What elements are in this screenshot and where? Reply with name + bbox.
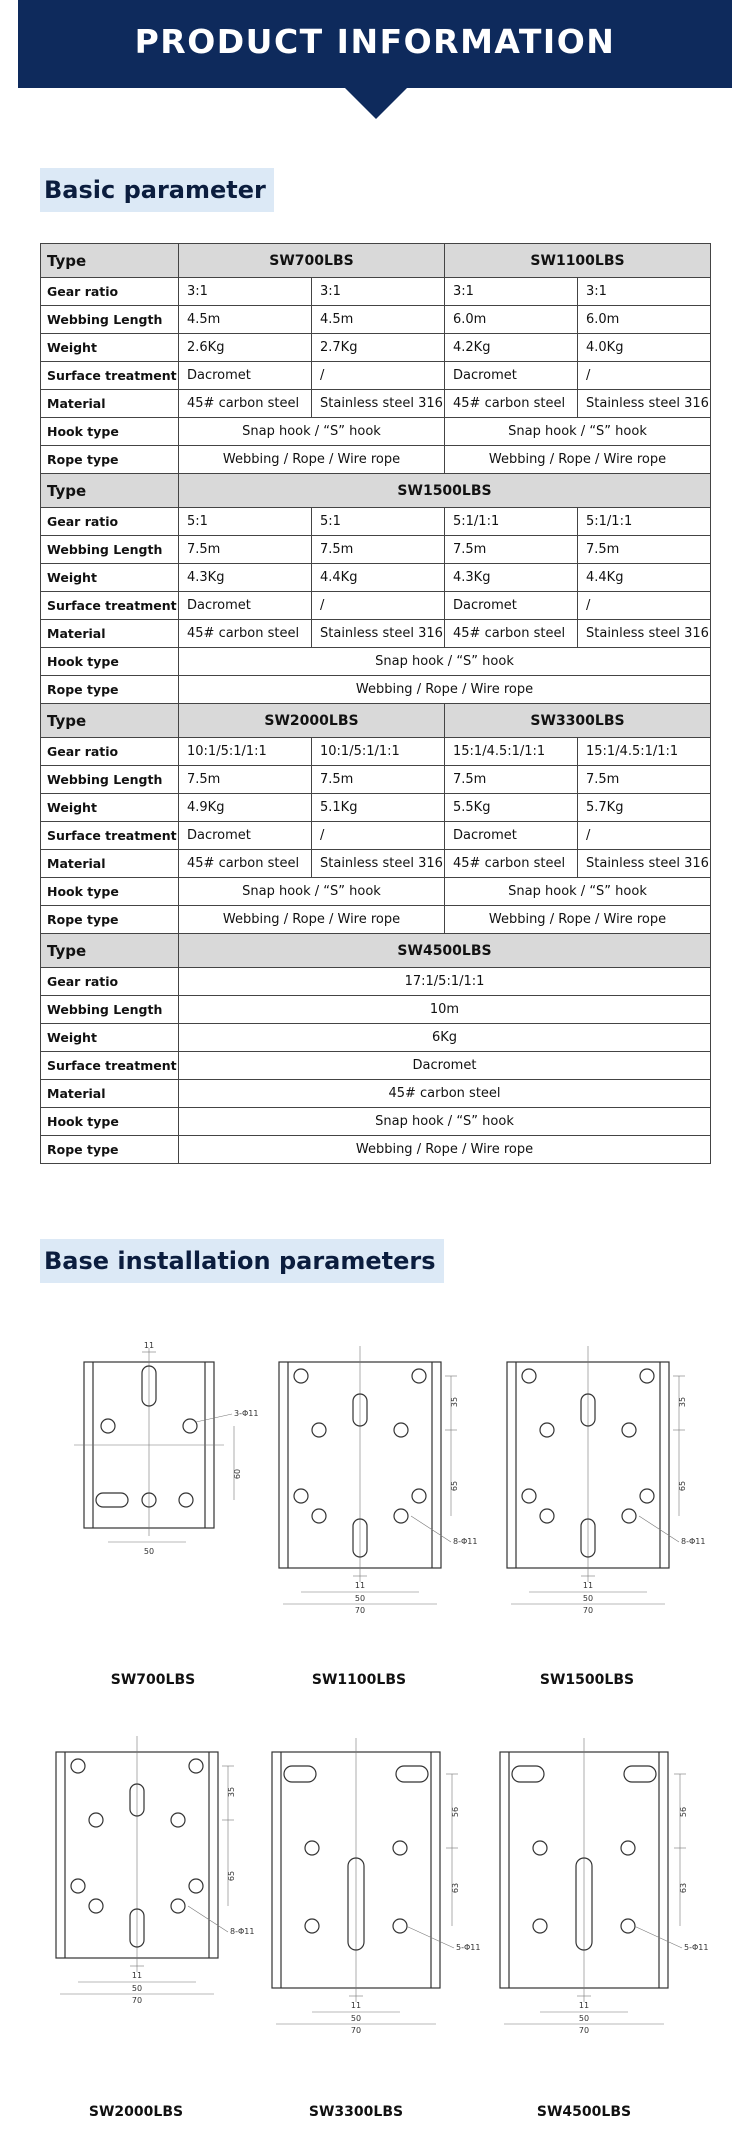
table-row	[41, 536, 711, 564]
table-cell: 4.4Kg	[578, 564, 711, 592]
table-cell: /	[312, 822, 445, 850]
mounting-hole	[305, 1841, 319, 1855]
table-row	[41, 738, 711, 766]
table-cell: 6.0m	[445, 306, 578, 334]
table-cell: /	[578, 822, 711, 850]
table-cell: 6.0m	[578, 306, 711, 334]
table-cell: Dacromet	[179, 1052, 711, 1080]
dimension-label: 5-Φ11	[684, 1943, 709, 1952]
dimension-label: 65	[678, 1480, 687, 1492]
installation-drawings	[0, 1300, 750, 2156]
drawing-line	[634, 1926, 682, 1948]
table-cell: 6Kg	[179, 1024, 711, 1052]
table-cell: Webbing / Rope / Wire rope	[445, 906, 711, 934]
table-cell: 45# carbon steel	[445, 850, 578, 878]
table-row	[41, 906, 711, 934]
row-label: Weight	[41, 1024, 179, 1052]
row-label: Webbing Length	[41, 996, 179, 1024]
mounting-hole	[533, 1919, 547, 1933]
dimension-label: 8-Φ11	[230, 1927, 255, 1936]
table-row	[41, 620, 711, 648]
table-cell: Snap hook / “S” hook	[179, 418, 445, 446]
row-label: Rope type	[41, 1136, 179, 1164]
table-cell: /	[312, 592, 445, 620]
mounting-hole	[312, 1423, 326, 1437]
dimension-label: 11	[143, 1341, 155, 1350]
table-row	[41, 878, 711, 906]
row-label: Hook type	[41, 878, 179, 906]
table-cell: Webbing / Rope / Wire rope	[179, 446, 445, 474]
mounting-hole	[522, 1369, 536, 1383]
row-label: Surface treatment	[41, 1052, 179, 1080]
table-row	[41, 676, 711, 704]
mounting-hole	[522, 1489, 536, 1503]
table-cell: Snap hook / “S” hook	[445, 878, 711, 906]
drawing-line	[406, 1926, 454, 1948]
mounting-hole	[189, 1759, 203, 1773]
mounting-hole	[622, 1509, 636, 1523]
row-label: Gear ratio	[41, 738, 179, 766]
table-cell: 4.5m	[312, 306, 445, 334]
table-row	[41, 592, 711, 620]
dimension-label: 70	[582, 1606, 594, 1615]
mounting-hole	[101, 1419, 115, 1433]
table-cell: 45# carbon steel	[445, 620, 578, 648]
table-cell: 4.0Kg	[578, 334, 711, 362]
table-cell: 5.5Kg	[445, 794, 578, 822]
section-heading-install: Base installation parameters	[40, 1239, 444, 1283]
table-cell: 4.3Kg	[445, 564, 578, 592]
table-cell: 4.2Kg	[445, 334, 578, 362]
table-cell: 15:1/4.5:1/1:1	[445, 738, 578, 766]
table-cell: 7.5m	[445, 536, 578, 564]
installation-drawings-svg	[0, 1300, 750, 2156]
dimension-label: 3-Φ11	[234, 1409, 259, 1418]
mounting-hole	[183, 1419, 197, 1433]
row-label: Rope type	[41, 446, 179, 474]
drawing-caption: SW1100LBS	[311, 1672, 407, 1688]
table-cell: 3:1	[312, 278, 445, 306]
row-label: Type	[41, 704, 179, 738]
table-row	[41, 1136, 711, 1164]
table-cell: Dacromet	[179, 362, 312, 390]
mounting-hole	[393, 1919, 407, 1933]
dimension-label: 70	[354, 1606, 366, 1615]
table-cell: 4.9Kg	[179, 794, 312, 822]
table-row	[41, 1108, 711, 1136]
dimension-label: 65	[450, 1480, 459, 1492]
table-row	[41, 850, 711, 878]
mounting-hole	[312, 1509, 326, 1523]
dimension-label: 11	[131, 1971, 143, 1980]
table-cell: 45# carbon steel	[179, 390, 312, 418]
model-name: SW1500LBS	[179, 474, 711, 508]
table-cell: 2.6Kg	[179, 334, 312, 362]
table-cell: 5.1Kg	[312, 794, 445, 822]
row-label: Surface treatment	[41, 362, 179, 390]
dimension-label: 50	[354, 1594, 366, 1603]
model-header-row	[41, 474, 711, 508]
table-cell: 4.4Kg	[312, 564, 445, 592]
dimension-label: 11	[350, 2001, 362, 2010]
dimension-label: 60	[233, 1468, 242, 1480]
page-title: PRODUCT INFORMATION	[134, 22, 616, 61]
row-label: Hook type	[41, 1108, 179, 1136]
drawing-caption: SW700LBS	[110, 1672, 196, 1688]
row-label: Material	[41, 1080, 179, 1108]
mounting-hole	[533, 1841, 547, 1855]
dimension-label: 70	[578, 2026, 590, 2035]
dimension-label: 56	[451, 1806, 460, 1818]
row-label: Weight	[41, 794, 179, 822]
mounting-hole	[412, 1489, 426, 1503]
row-label: Surface treatment	[41, 592, 179, 620]
table-cell: 2.7Kg	[312, 334, 445, 362]
row-label: Weight	[41, 564, 179, 592]
model-name: SW700LBS	[179, 244, 445, 278]
model-header-row	[41, 244, 711, 278]
mounting-hole	[540, 1509, 554, 1523]
table-row	[41, 390, 711, 418]
table-row	[41, 446, 711, 474]
table-cell: 5.7Kg	[578, 794, 711, 822]
table-cell: Stainless steel 316	[312, 390, 445, 418]
mounting-hole	[171, 1813, 185, 1827]
table-cell: Stainless steel 316	[578, 850, 711, 878]
mounting-hole	[640, 1489, 654, 1503]
table-cell: 45# carbon steel	[179, 620, 312, 648]
table-row	[41, 1080, 711, 1108]
table-row	[41, 794, 711, 822]
slot-hole	[512, 1766, 544, 1782]
table-cell: 45# carbon steel	[179, 850, 312, 878]
mounting-hole	[305, 1919, 319, 1933]
dimension-label: 5-Φ11	[456, 1943, 481, 1952]
table-cell: 17:1/5:1/1:1	[179, 968, 711, 996]
table-cell: Webbing / Rope / Wire rope	[179, 676, 711, 704]
table-cell: 7.5m	[578, 766, 711, 794]
table-cell: 45# carbon steel	[445, 390, 578, 418]
table-cell: 5:1/1:1	[445, 508, 578, 536]
mounting-hole	[412, 1369, 426, 1383]
mounting-hole	[393, 1841, 407, 1855]
row-label: Material	[41, 850, 179, 878]
mounting-hole	[294, 1489, 308, 1503]
table-cell: 7.5m	[578, 536, 711, 564]
model-header-row	[41, 934, 711, 968]
drawing-caption: SW3300LBS	[308, 2104, 404, 2120]
model-header-row	[41, 704, 711, 738]
table-cell: 45# carbon steel	[179, 1080, 711, 1108]
drawing-caption: SW4500LBS	[536, 2104, 632, 2120]
drawing-line	[411, 1516, 451, 1542]
mounting-hole	[394, 1423, 408, 1437]
slot-hole	[624, 1766, 656, 1782]
drawing-line	[639, 1516, 679, 1542]
row-label: Gear ratio	[41, 968, 179, 996]
model-name: SW1100LBS	[445, 244, 711, 278]
dimension-label: 35	[450, 1396, 459, 1408]
table-cell: 7.5m	[179, 536, 312, 564]
table-cell: 10:1/5:1/1:1	[312, 738, 445, 766]
dimension-label: 11	[578, 2001, 590, 2010]
row-label: Rope type	[41, 906, 179, 934]
table-row	[41, 362, 711, 390]
table-cell: 3:1	[179, 278, 312, 306]
mounting-hole	[640, 1369, 654, 1383]
table-cell: 3:1	[445, 278, 578, 306]
banner-pointer	[343, 86, 409, 119]
table-cell: Snap hook / “S” hook	[445, 418, 711, 446]
row-label: Gear ratio	[41, 278, 179, 306]
table-cell: Stainless steel 316	[578, 390, 711, 418]
table-cell: Snap hook / “S” hook	[179, 878, 445, 906]
row-label: Gear ratio	[41, 508, 179, 536]
drawing-caption: SW1500LBS	[539, 1672, 635, 1688]
table-row	[41, 418, 711, 446]
mounting-hole	[394, 1509, 408, 1523]
mounting-hole	[621, 1841, 635, 1855]
dimension-label: 11	[354, 1581, 366, 1590]
table-row	[41, 968, 711, 996]
dimension-label: 35	[678, 1396, 687, 1408]
mounting-hole	[622, 1423, 636, 1437]
spec-table	[40, 243, 711, 1164]
table-row	[41, 564, 711, 592]
table-cell: Snap hook / “S” hook	[179, 1108, 711, 1136]
table-cell: 3:1	[578, 278, 711, 306]
table-cell: Dacromet	[179, 592, 312, 620]
mounting-hole	[171, 1899, 185, 1913]
dimension-label: 50	[578, 2014, 590, 2023]
slot-hole	[396, 1766, 428, 1782]
table-row	[41, 822, 711, 850]
table-cell: 7.5m	[312, 766, 445, 794]
table-cell: 5:1/1:1	[578, 508, 711, 536]
slot-hole	[284, 1766, 316, 1782]
row-label: Type	[41, 244, 179, 278]
dimension-label: 8-Φ11	[681, 1537, 706, 1546]
dimension-label: 11	[582, 1581, 594, 1590]
model-name: SW4500LBS	[179, 934, 711, 968]
row-label: Hook type	[41, 648, 179, 676]
table-row	[41, 278, 711, 306]
dimension-label: 50	[582, 1594, 594, 1603]
row-label: Type	[41, 474, 179, 508]
mounting-hole	[71, 1879, 85, 1893]
table-row	[41, 334, 711, 362]
row-label: Material	[41, 620, 179, 648]
table-cell: /	[578, 362, 711, 390]
model-name: SW3300LBS	[445, 704, 711, 738]
table-cell: 15:1/4.5:1/1:1	[578, 738, 711, 766]
table-row	[41, 1024, 711, 1052]
table-cell: Dacromet	[445, 592, 578, 620]
row-label: Weight	[41, 334, 179, 362]
row-label: Surface treatment	[41, 822, 179, 850]
table-cell: 4.5m	[179, 306, 312, 334]
row-label: Type	[41, 934, 179, 968]
table-row	[41, 306, 711, 334]
table-cell: Snap hook / “S” hook	[179, 648, 711, 676]
mounting-hole	[71, 1759, 85, 1773]
table-row	[41, 766, 711, 794]
table-cell: 5:1	[312, 508, 445, 536]
table-cell: Webbing / Rope / Wire rope	[179, 906, 445, 934]
table-cell: Dacromet	[445, 822, 578, 850]
mounting-hole	[621, 1919, 635, 1933]
table-row	[41, 508, 711, 536]
table-cell: 5:1	[179, 508, 312, 536]
dimension-label: 63	[451, 1882, 460, 1894]
table-cell: Dacromet	[445, 362, 578, 390]
row-label: Webbing Length	[41, 306, 179, 334]
mounting-hole	[89, 1813, 103, 1827]
mounting-hole	[189, 1879, 203, 1893]
table-cell: 10:1/5:1/1:1	[179, 738, 312, 766]
drawing-line	[188, 1906, 228, 1932]
table-cell: 7.5m	[179, 766, 312, 794]
table-cell: Stainless steel 316	[312, 620, 445, 648]
table-row	[41, 996, 711, 1024]
table-cell: 7.5m	[445, 766, 578, 794]
table-row	[41, 648, 711, 676]
table-cell: /	[312, 362, 445, 390]
table-cell: Stainless steel 316	[578, 620, 711, 648]
table-cell: Webbing / Rope / Wire rope	[445, 446, 711, 474]
mounting-hole	[179, 1493, 193, 1507]
row-label: Rope type	[41, 676, 179, 704]
table-cell: Webbing / Rope / Wire rope	[179, 1136, 711, 1164]
mounting-hole	[294, 1369, 308, 1383]
dimension-label: 70	[131, 1996, 143, 2005]
row-label: Webbing Length	[41, 766, 179, 794]
table-cell: 4.3Kg	[179, 564, 312, 592]
dimension-label: 63	[679, 1882, 688, 1894]
dimension-label: 50	[131, 1984, 143, 1993]
dimension-label: 65	[227, 1870, 236, 1882]
dimension-label: 8-Φ11	[453, 1537, 478, 1546]
table-cell: Dacromet	[179, 822, 312, 850]
table-cell: 10m	[179, 996, 711, 1024]
section-heading-basic: Basic parameter	[40, 168, 274, 212]
table-cell: Stainless steel 316	[312, 850, 445, 878]
dimension-label: 70	[350, 2026, 362, 2035]
row-label: Hook type	[41, 418, 179, 446]
dimension-label: 35	[227, 1786, 236, 1798]
drawing-caption: SW2000LBS	[88, 2104, 184, 2120]
mounting-hole	[540, 1423, 554, 1437]
slot-hole	[96, 1493, 128, 1507]
table-cell: /	[578, 592, 711, 620]
model-name: SW2000LBS	[179, 704, 445, 738]
dimension-label: 50	[350, 2014, 362, 2023]
row-label: Material	[41, 390, 179, 418]
table-row	[41, 1052, 711, 1080]
mounting-hole	[89, 1899, 103, 1913]
dimension-label: 56	[679, 1806, 688, 1818]
table-cell: 7.5m	[312, 536, 445, 564]
dimension-label: 50	[143, 1547, 155, 1556]
row-label: Webbing Length	[41, 536, 179, 564]
